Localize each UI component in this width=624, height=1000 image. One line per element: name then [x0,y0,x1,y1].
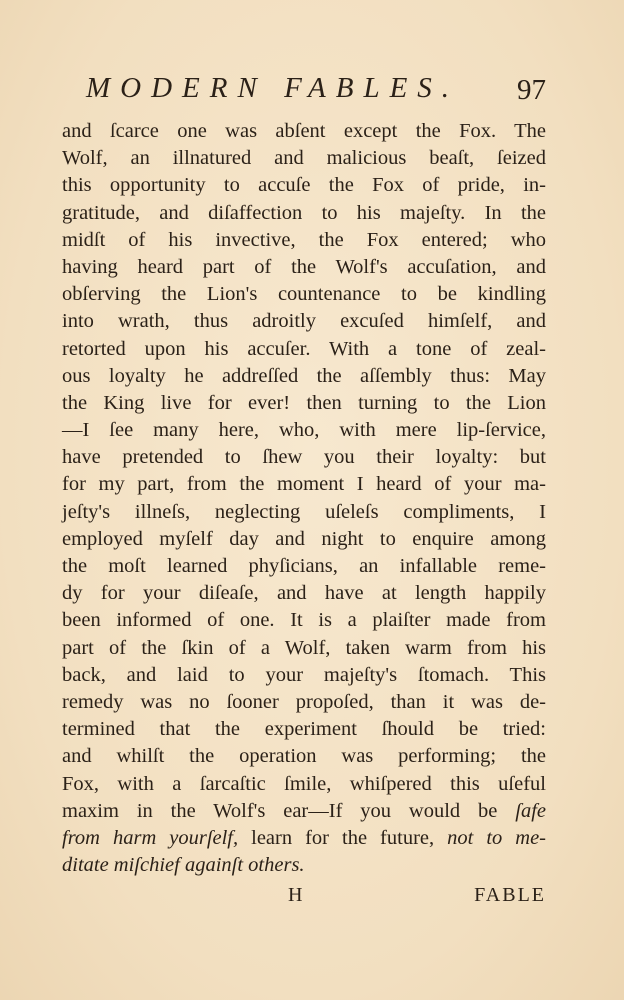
text-line: Fox, with a ſarcaſtic ſmile, whiſpered this uſeful [62,772,546,795]
text-run: learn for the future, [238,826,448,849]
body-text [62,118,546,879]
text-line: have pretended to ſhew you their loyalty: but [62,446,546,469]
running-title: MODERN FABLES. [86,72,460,104]
text-line: employed myſelf day and night to enquire among [62,527,546,550]
page-number: 97 [517,74,546,106]
text-line: part of the ſkin of a Wolf, taken warm from his [62,636,546,659]
signature-mark: H [288,884,303,906]
text-line: termined that the experiment ſhould be tried: [62,718,546,741]
italic-text: ditate miſchief againſt others. [62,854,305,877]
text-line [62,798,546,825]
text-line: gratitude, and diſaffection to his majeſty. In the [62,201,546,224]
text-line: for my part, from the moment I heard of your ma- [62,473,546,496]
text-line: —I ſee many here, who, with mere lip-ſervice, [62,419,546,442]
text-line: been informed of one. It is a plaiſter made from [62,609,546,632]
text-line: remedy was no ſooner propoſed, than it was de- [62,690,546,713]
text-line: into wrath, thus adroitly excuſed himſelf, and [62,310,546,333]
text-line: Wolf, an illnatured and malicious beaſt, ſeized [62,147,546,170]
italic-text: ſafe [515,799,546,822]
text-line: ous loyalty he addreſſed the aſſembly thus: May [62,364,546,387]
text-line: the moſt learned phyſicians, an infallable reme- [62,555,546,577]
catchword: FABLE [474,884,546,906]
text-line: this opportunity to accuſe the Fox of pride, in- [62,174,546,197]
page-header [86,72,546,112]
text-line: dy for your diſeaſe, and have at length happily [62,582,546,605]
text-line: midſt of his invective, the Fox entered; who [62,228,546,251]
text-line: the King live for ever! then turning to the Lion [62,391,546,414]
text-line: and ſcarce one was abſent except the Fox. The [62,120,546,142]
text-line: having heard part of the Wolf's accuſation, and [62,255,546,278]
italic-text: not to me- [447,826,546,849]
italic-text: from harm yourſelf, [62,826,239,849]
text-line: obſerving the Lion's countenance to be kindling [62,283,546,306]
text-line: and whilſt the operation was performing; the [62,745,546,768]
text-line: back, and laid to your majeſty's ſtomach. This [62,663,546,686]
text-line [62,852,546,879]
text-line [62,825,546,852]
text-line: retorted upon his accuſer. With a tone of zeal- [62,337,546,360]
text-run: maxim in the Wolf's ear—If you would be [62,799,516,822]
page-footer [62,884,546,914]
text-line: jeſty's illneſs, neglecting uſeleſs compliments, I [62,500,546,523]
